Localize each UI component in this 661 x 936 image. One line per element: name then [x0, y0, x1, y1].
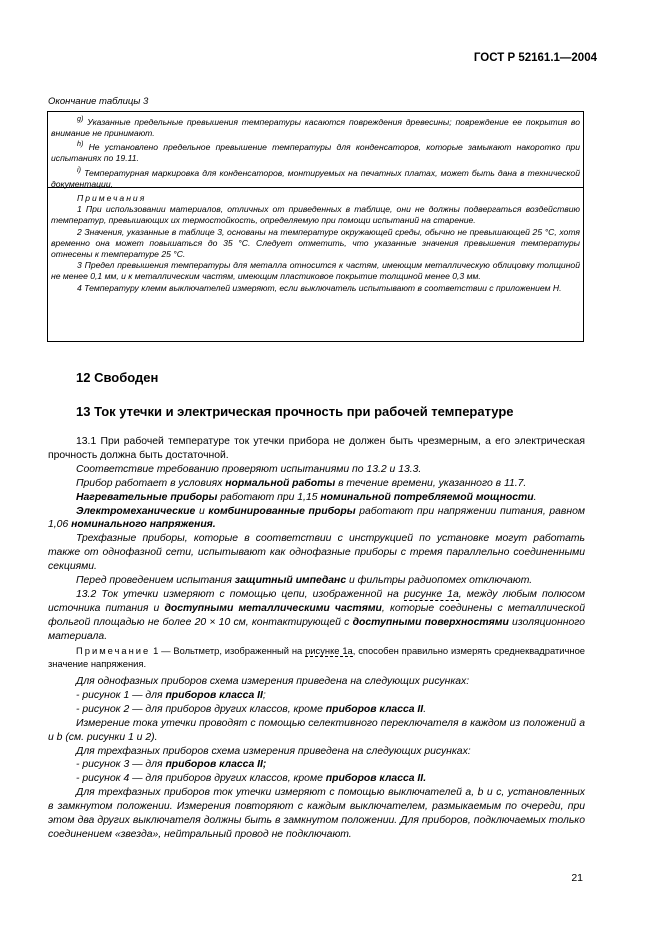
list-item: - рисунок 4 — для приборов других классов, кроме приборов класса II. — [76, 773, 427, 785]
note-voltmeter: Примечание 1 — Вольтметр, изображенный на рисунке 1а, способен правильно измерять среднеквадратичное значение напряжения. — [48, 645, 585, 669]
paragraph: 13.2 Ток утечки измеряют с помощью цепи, изображенной на рисунке 1а, между любым полюсом источника питания и доступными металлическими частями, которые соединены с металлической фольгой площадью не более 20 × 10 см, контактирующей с доступными поверхностями изоляционного материала. — [48, 588, 586, 642]
footnote-g: $^{g)}$ Указанные предельные превышения температуры касаются повреждения древесины; повреждение ее покрытия во внимание не принимают. — [51, 115, 580, 139]
section-13-heading: 13 Ток утечки и электрическая прочность при рабочей температуре — [76, 404, 514, 419]
list-item: - рисунок 2 — для приборов других классов, кроме приборов класса II. — [76, 703, 427, 715]
paragraph: Электромеханические и комбинированные приборы работают при напряжении питания, равном 1,06 номинального напряжения. — [48, 505, 585, 531]
table-caption: Окончание таблицы 3 — [48, 96, 149, 107]
section-12-heading: 12 Свободен — [76, 370, 159, 385]
note-label: Примечание — [76, 645, 151, 656]
footnote-h: $^{h)}$ Не установлено предельное превышение температуры для конденсаторов, которые замыкают накоротко при испытаниях по 19.11. — [51, 140, 580, 164]
list-item: - рисунок 3 — для приборов класса II; — [76, 759, 267, 771]
table-notes — [47, 188, 584, 342]
section-13-1-text — [48, 435, 585, 644]
notes-title: Примечания — [77, 193, 147, 203]
footnote-i: $^{i)}$ Температурная маркировка для конденсаторов, монтируемых на печатных платах, может быть дана в технической документации. — [51, 165, 580, 189]
note-item: 4 Температуру клемм выключателей измеряют, если выключатель испытывают в соответствии с приложением Н. — [77, 282, 562, 293]
list-item: - рисунок 1 — для приборов класса II; — [76, 689, 266, 701]
paragraph: Для трехфазных приборов схема измерения приведена на следующих рисунках: — [76, 745, 471, 757]
page-number: 21 — [571, 872, 583, 884]
measurement-schemes-text — [48, 675, 585, 842]
paragraph: Для трехфазных приборов ток утечки измеряют с помощью выключателей а, b и с, установленных в замкнутом положении. Измерения повторяют с каждым выключателем, размыкаемым по очереди, при этом два других выключателя должны быть в замкнутом положении. Для приборов, подключаемых только соединением «звезда», нейтральный провод не подключают. — [48, 787, 585, 840]
figure-1a-link[interactable]: рисунке 1а — [305, 645, 353, 656]
note-item: 2 Значения, указанные в таблице 3, основаны на температуре окружающей среды, обычно не превышающей 25 °С, хотя временно она может повышаться до 35 °С. Следует отметить, что указанные значения превышения температуры отнесены к температуре 25 °С. — [51, 226, 580, 260]
standard-header: ГОСТ Р 52161.1—2004 — [473, 52, 597, 64]
paragraph: Нагревательные приборы работают при 1,15 номинальной потребляемой мощности. — [76, 491, 537, 503]
note-item: 3 Предел превышения температуры для металла относится к частям, имеющим металлическую облицовку толщиной не менее 0,1 мм, и к металлическим частям, имеющим пластиковое покрытие толщиной менее 0,3 мм. — [51, 260, 580, 282]
paragraph: 13.1 При рабочей температуре ток утечки прибора не должен быть чрезмерным, а его электрическая прочность должна быть достаточной. — [48, 436, 585, 461]
paragraph: Соответствие требованию проверяют испытаниями по 13.2 и 13.3. — [76, 463, 422, 475]
paragraph: Прибор работает в условиях нормальной работы в течение времени, указанного в 11.7. — [76, 477, 527, 489]
table-footnotes — [47, 111, 584, 188]
figure-1a-link[interactable]: рисунке 1а — [403, 588, 459, 600]
paragraph: Перед проведением испытания защитный импеданс и фильтры радиопомех отключают. — [76, 575, 533, 587]
paragraph: Измерение тока утечки проводят с помощью селективного переключателя в каждом из положений а и b (см. рисунки 1 и 2). — [48, 717, 585, 743]
paragraph: Для однофазных приборов схема измерения приведена на следующих рисунках: — [76, 676, 470, 687]
note-item: 1 При использовании материалов, отличных от приведенных в таблице, они не должны подвергаться воздействию температур, превышающих их термостойкость, определяемую при помощи испытаний на старение. — [51, 204, 580, 226]
paragraph: Трехфазные приборы, которые в соответствии с инструкцией по установке могут работать также от однофазной сети, испытывают как однофазные приборы с тремя параллельно соединенными секциями. — [48, 533, 585, 573]
